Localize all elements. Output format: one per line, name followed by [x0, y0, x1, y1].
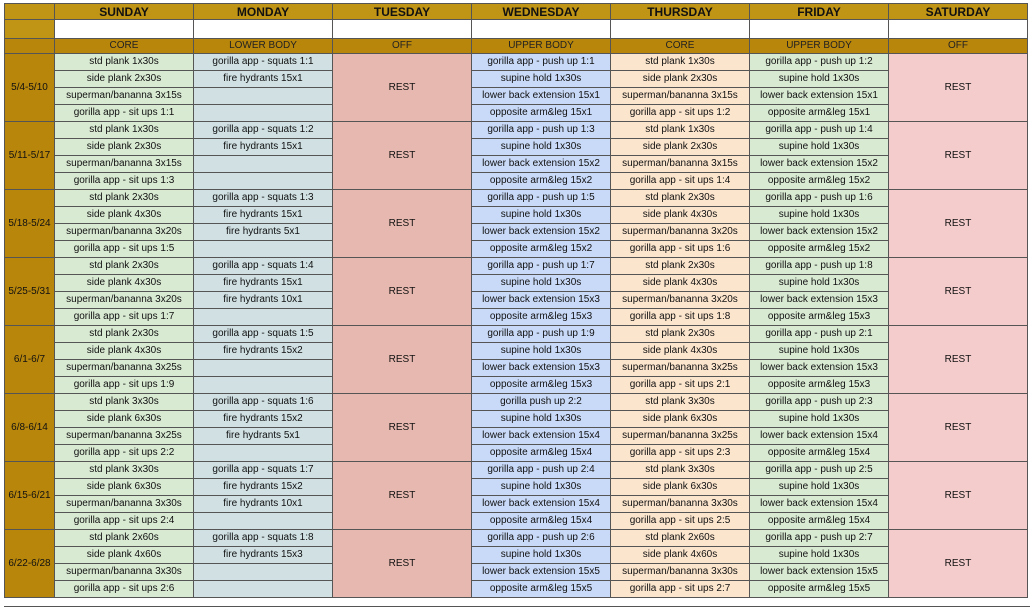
week-label[interactable]: 6/8-6/14: [5, 394, 55, 462]
focus-saturday[interactable]: OFF: [889, 39, 1028, 54]
exercise-row: [5, 462, 1028, 479]
day-header-sunday[interactable]: SUNDAY: [55, 4, 194, 20]
thursday-cell[interactable]: side plank 6x30s: [611, 411, 750, 428]
focus-corner-cell[interactable]: [5, 39, 55, 54]
exercise-row: [5, 411, 1028, 428]
exercise-row: [5, 173, 1028, 190]
thursday-cell[interactable]: gorilla app - sit ups 1:4: [611, 173, 750, 190]
monday-cell[interactable]: gorilla app - squats 1:1: [194, 54, 333, 71]
tuesday-rest-cell[interactable]: REST: [333, 122, 472, 190]
friday-cell[interactable]: gorilla app - push up 2:5: [750, 462, 889, 479]
wednesday-cell[interactable]: lower back extension 15x3: [472, 360, 611, 377]
sunday-cell[interactable]: std plank 1x30s: [55, 122, 194, 139]
wednesday-cell[interactable]: supine hold 1x30s: [472, 411, 611, 428]
tuesday-rest-cell[interactable]: REST: [333, 190, 472, 258]
monday-cell[interactable]: fire hydrants 15x2: [194, 411, 333, 428]
week-label[interactable]: 5/4-5/10: [5, 54, 55, 122]
friday-cell[interactable]: opposite arm&leg 15x2: [750, 173, 889, 190]
thursday-cell[interactable]: gorilla app - sit ups 2:1: [611, 377, 750, 394]
friday-cell[interactable]: opposite arm&leg 15x3: [750, 377, 889, 394]
sunday-cell[interactable]: side plank 2x30s: [55, 139, 194, 156]
sunday-cell[interactable]: superman/bananna 3x20s: [55, 292, 194, 309]
thursday-cell[interactable]: superman/bananna 3x20s: [611, 224, 750, 241]
thursday-cell[interactable]: gorilla app - sit ups 2:7: [611, 581, 750, 598]
exercise-row: [5, 241, 1028, 258]
thursday-cell[interactable]: superman/bananna 3x15s: [611, 156, 750, 173]
exercise-row: [5, 496, 1028, 513]
monday-cell[interactable]: [194, 156, 333, 173]
exercise-row: [5, 105, 1028, 122]
focus-tuesday[interactable]: OFF: [333, 39, 472, 54]
wednesday-cell[interactable]: gorilla app - push up 1:9: [472, 326, 611, 343]
blank-cell[interactable]: [55, 20, 194, 39]
blank-cell[interactable]: [750, 20, 889, 39]
wednesday-cell[interactable]: supine hold 1x30s: [472, 275, 611, 292]
monday-cell[interactable]: [194, 88, 333, 105]
monday-cell[interactable]: [194, 581, 333, 598]
thursday-cell[interactable]: gorilla app - sit ups 2:5: [611, 513, 750, 530]
wednesday-cell[interactable]: supine hold 1x30s: [472, 71, 611, 88]
workout-schedule-table: [4, 3, 1028, 598]
monday-cell[interactable]: fire hydrants 15x1: [194, 275, 333, 292]
sunday-cell[interactable]: superman/bananna 3x30s: [55, 496, 194, 513]
sunday-cell[interactable]: gorilla app - sit ups 2:4: [55, 513, 194, 530]
thursday-cell[interactable]: std plank 3x30s: [611, 462, 750, 479]
sunday-cell[interactable]: superman/bananna 3x30s: [55, 564, 194, 581]
friday-cell[interactable]: supine hold 1x30s: [750, 71, 889, 88]
wednesday-cell[interactable]: gorilla app - push up 2:6: [472, 530, 611, 547]
monday-cell[interactable]: gorilla app - squats 1:6: [194, 394, 333, 411]
wednesday-cell[interactable]: gorilla app - push up 1:5: [472, 190, 611, 207]
sunday-cell[interactable]: gorilla app - sit ups 1:5: [55, 241, 194, 258]
thursday-cell[interactable]: std plank 2x30s: [611, 326, 750, 343]
thursday-cell[interactable]: superman/bananna 3x20s: [611, 292, 750, 309]
friday-cell[interactable]: supine hold 1x30s: [750, 411, 889, 428]
sunday-cell[interactable]: side plank 6x30s: [55, 411, 194, 428]
sunday-cell[interactable]: side plank 4x30s: [55, 207, 194, 224]
day-header-tuesday[interactable]: TUESDAY: [333, 4, 472, 20]
monday-cell[interactable]: fire hydrants 15x2: [194, 479, 333, 496]
thursday-cell[interactable]: gorilla app - sit ups 1:8: [611, 309, 750, 326]
blank-cell[interactable]: [472, 20, 611, 39]
wednesday-cell[interactable]: lower back extension 15x4: [472, 428, 611, 445]
wednesday-cell[interactable]: opposite arm&leg 15x5: [472, 581, 611, 598]
thursday-cell[interactable]: side plank 4x60s: [611, 547, 750, 564]
exercise-row: [5, 581, 1028, 598]
wednesday-cell[interactable]: supine hold 1x30s: [472, 207, 611, 224]
thursday-cell[interactable]: std plank 3x30s: [611, 394, 750, 411]
wednesday-cell[interactable]: opposite arm&leg 15x4: [472, 445, 611, 462]
wednesday-cell[interactable]: opposite arm&leg 15x4: [472, 513, 611, 530]
sunday-cell[interactable]: superman/bananna 3x15s: [55, 88, 194, 105]
sunday-cell[interactable]: std plank 2x30s: [55, 258, 194, 275]
friday-cell[interactable]: lower back extension 15x1: [750, 88, 889, 105]
monday-cell[interactable]: fire hydrants 15x1: [194, 71, 333, 88]
friday-cell[interactable]: lower back extension 15x2: [750, 224, 889, 241]
sunday-cell[interactable]: superman/bananna 3x25s: [55, 360, 194, 377]
exercise-row: [5, 547, 1028, 564]
sunday-cell[interactable]: side plank 2x30s: [55, 71, 194, 88]
monday-cell[interactable]: gorilla app - squats 1:3: [194, 190, 333, 207]
exercise-row: [5, 122, 1028, 139]
friday-cell[interactable]: supine hold 1x30s: [750, 479, 889, 496]
wednesday-cell[interactable]: opposite arm&leg 15x3: [472, 309, 611, 326]
sunday-cell[interactable]: std plank 3x30s: [55, 394, 194, 411]
tuesday-rest-cell[interactable]: REST: [333, 54, 472, 122]
tuesday-rest-cell[interactable]: REST: [333, 462, 472, 530]
exercise-row: [5, 156, 1028, 173]
friday-cell[interactable]: opposite arm&leg 15x2: [750, 241, 889, 258]
thursday-cell[interactable]: side plank 4x30s: [611, 207, 750, 224]
sunday-cell[interactable]: gorilla app - sit ups 1:9: [55, 377, 194, 394]
focus-thursday[interactable]: CORE: [611, 39, 750, 54]
sunday-cell[interactable]: std plank 2x30s: [55, 326, 194, 343]
day-header-saturday[interactable]: SATURDAY: [889, 4, 1028, 20]
blank-cell[interactable]: [5, 20, 55, 39]
monday-cell[interactable]: gorilla app - squats 1:8: [194, 530, 333, 547]
thursday-cell[interactable]: side plank 2x30s: [611, 71, 750, 88]
exercise-row: [5, 360, 1028, 377]
exercise-row: [5, 207, 1028, 224]
monday-cell[interactable]: [194, 513, 333, 530]
friday-cell[interactable]: supine hold 1x30s: [750, 547, 889, 564]
exercise-row: [5, 564, 1028, 581]
thursday-cell[interactable]: gorilla app - sit ups 1:2: [611, 105, 750, 122]
monday-cell[interactable]: [194, 309, 333, 326]
wednesday-cell[interactable]: lower back extension 15x2: [472, 156, 611, 173]
week-label[interactable]: 5/11-5/17: [5, 122, 55, 190]
monday-cell[interactable]: gorilla app - squats 1:5: [194, 326, 333, 343]
thursday-cell[interactable]: side plank 6x30s: [611, 479, 750, 496]
monday-cell[interactable]: [194, 360, 333, 377]
sunday-cell[interactable]: std plank 3x30s: [55, 462, 194, 479]
friday-cell[interactable]: lower back extension 15x4: [750, 428, 889, 445]
saturday-rest-cell[interactable]: REST: [889, 326, 1028, 394]
thursday-cell[interactable]: std plank 2x60s: [611, 530, 750, 547]
exercise-row: [5, 224, 1028, 241]
monday-cell[interactable]: [194, 173, 333, 190]
wednesday-cell[interactable]: lower back extension 15x4: [472, 496, 611, 513]
exercise-row: [5, 190, 1028, 207]
week-label[interactable]: 5/18-5/24: [5, 190, 55, 258]
day-header-monday[interactable]: MONDAY: [194, 4, 333, 20]
saturday-rest-cell[interactable]: REST: [889, 462, 1028, 530]
sunday-cell[interactable]: superman/bananna 3x20s: [55, 224, 194, 241]
thursday-cell[interactable]: superman/bananna 3x30s: [611, 564, 750, 581]
friday-cell[interactable]: lower back extension 15x2: [750, 156, 889, 173]
exercise-row: [5, 530, 1028, 547]
saturday-rest-cell[interactable]: REST: [889, 122, 1028, 190]
thursday-cell[interactable]: std plank 2x30s: [611, 258, 750, 275]
sunday-cell[interactable]: gorilla app - sit ups 2:2: [55, 445, 194, 462]
friday-cell[interactable]: opposite arm&leg 15x4: [750, 513, 889, 530]
day-header-wednesday[interactable]: WEDNESDAY: [472, 4, 611, 20]
friday-cell[interactable]: opposite arm&leg 15x3: [750, 309, 889, 326]
focus-sunday[interactable]: CORE: [55, 39, 194, 54]
friday-cell[interactable]: gorilla app - push up 1:2: [750, 54, 889, 71]
friday-cell[interactable]: opposite arm&leg 15x5: [750, 581, 889, 598]
wednesday-cell[interactable]: lower back extension 15x3: [472, 292, 611, 309]
focus-friday[interactable]: UPPER BODY: [750, 39, 889, 54]
thursday-cell[interactable]: std plank 2x30s: [611, 190, 750, 207]
day-header-row: [5, 4, 1028, 20]
friday-cell[interactable]: supine hold 1x30s: [750, 139, 889, 156]
friday-cell[interactable]: gorilla app - push up 1:6: [750, 190, 889, 207]
focus-wednesday[interactable]: UPPER BODY: [472, 39, 611, 54]
monday-cell[interactable]: fire hydrants 10x1: [194, 292, 333, 309]
exercise-row: [5, 88, 1028, 105]
exercise-row: [5, 292, 1028, 309]
sunday-cell[interactable]: gorilla app - sit ups 1:7: [55, 309, 194, 326]
thursday-cell[interactable]: superman/bananna 3x30s: [611, 496, 750, 513]
focus-row: [5, 39, 1028, 54]
sunday-cell[interactable]: std plank 2x60s: [55, 530, 194, 547]
corner-cell[interactable]: [5, 4, 55, 20]
saturday-rest-cell[interactable]: REST: [889, 394, 1028, 462]
sunday-cell[interactable]: side plank 6x30s: [55, 479, 194, 496]
thursday-cell[interactable]: std plank 1x30s: [611, 122, 750, 139]
thursday-cell[interactable]: gorilla app - sit ups 1:6: [611, 241, 750, 258]
wednesday-cell[interactable]: supine hold 1x30s: [472, 139, 611, 156]
friday-cell[interactable]: opposite arm&leg 15x4: [750, 445, 889, 462]
blank-cell[interactable]: [194, 20, 333, 39]
friday-cell[interactable]: opposite arm&leg 15x1: [750, 105, 889, 122]
wednesday-cell[interactable]: lower back extension 15x1: [472, 88, 611, 105]
monday-cell[interactable]: fire hydrants 15x3: [194, 547, 333, 564]
friday-cell[interactable]: gorilla app - push up 2:3: [750, 394, 889, 411]
exercise-row: [5, 343, 1028, 360]
sunday-cell[interactable]: gorilla app - sit ups 1:1: [55, 105, 194, 122]
monday-cell[interactable]: gorilla app - squats 1:2: [194, 122, 333, 139]
monday-cell[interactable]: [194, 445, 333, 462]
wednesday-cell[interactable]: opposite arm&leg 15x1: [472, 105, 611, 122]
exercise-row: [5, 394, 1028, 411]
wednesday-cell[interactable]: gorilla app - push up 1:3: [472, 122, 611, 139]
monday-cell[interactable]: gorilla app - squats 1:4: [194, 258, 333, 275]
sunday-cell[interactable]: side plank 4x60s: [55, 547, 194, 564]
monday-cell[interactable]: gorilla app - squats 1:7: [194, 462, 333, 479]
thursday-cell[interactable]: superman/bananna 3x15s: [611, 88, 750, 105]
exercise-row: [5, 513, 1028, 530]
friday-cell[interactable]: lower back extension 15x4: [750, 496, 889, 513]
thursday-cell[interactable]: side plank 2x30s: [611, 139, 750, 156]
thursday-cell[interactable]: side plank 4x30s: [611, 275, 750, 292]
wednesday-cell[interactable]: gorilla push up 2:2: [472, 394, 611, 411]
wednesday-cell[interactable]: opposite arm&leg 15x3: [472, 377, 611, 394]
exercise-row: [5, 326, 1028, 343]
sunday-cell[interactable]: std plank 1x30s: [55, 54, 194, 71]
friday-cell[interactable]: lower back extension 15x5: [750, 564, 889, 581]
tuesday-rest-cell[interactable]: REST: [333, 326, 472, 394]
wednesday-cell[interactable]: supine hold 1x30s: [472, 343, 611, 360]
exercise-row: [5, 309, 1028, 326]
friday-cell[interactable]: lower back extension 15x3: [750, 360, 889, 377]
monday-cell[interactable]: fire hydrants 10x1: [194, 496, 333, 513]
exercise-row: [5, 275, 1028, 292]
friday-cell[interactable]: lower back extension 15x3: [750, 292, 889, 309]
exercise-row: [5, 258, 1028, 275]
tuesday-rest-cell[interactable]: REST: [333, 394, 472, 462]
week-label[interactable]: 5/25-5/31: [5, 258, 55, 326]
saturday-rest-cell[interactable]: REST: [889, 530, 1028, 598]
exercise-row: [5, 139, 1028, 156]
wednesday-cell[interactable]: gorilla app - push up 2:4: [472, 462, 611, 479]
tuesday-rest-cell[interactable]: REST: [333, 530, 472, 598]
sunday-cell[interactable]: std plank 2x30s: [55, 190, 194, 207]
monday-cell[interactable]: fire hydrants 5x1: [194, 428, 333, 445]
thursday-cell[interactable]: superman/bananna 3x25s: [611, 428, 750, 445]
sunday-cell[interactable]: side plank 4x30s: [55, 275, 194, 292]
friday-cell[interactable]: supine hold 1x30s: [750, 343, 889, 360]
exercise-row: [5, 377, 1028, 394]
monday-cell[interactable]: [194, 105, 333, 122]
wednesday-cell[interactable]: supine hold 1x30s: [472, 547, 611, 564]
day-header-thursday[interactable]: THURSDAY: [611, 4, 750, 20]
wednesday-cell[interactable]: opposite arm&leg 15x2: [472, 173, 611, 190]
exercise-row: [5, 428, 1028, 445]
saturday-rest-cell[interactable]: REST: [889, 190, 1028, 258]
friday-cell[interactable]: gorilla app - push up 2:1: [750, 326, 889, 343]
thursday-cell[interactable]: side plank 4x30s: [611, 343, 750, 360]
monday-cell[interactable]: [194, 241, 333, 258]
sunday-cell[interactable]: side plank 4x30s: [55, 343, 194, 360]
blank-row: [5, 20, 1028, 39]
thursday-cell[interactable]: std plank 1x30s: [611, 54, 750, 71]
friday-cell[interactable]: supine hold 1x30s: [750, 207, 889, 224]
wednesday-cell[interactable]: opposite arm&leg 15x2: [472, 241, 611, 258]
friday-cell[interactable]: supine hold 1x30s: [750, 275, 889, 292]
thursday-cell[interactable]: gorilla app - sit ups 2:3: [611, 445, 750, 462]
week-label[interactable]: 6/1-6/7: [5, 326, 55, 394]
saturday-rest-cell[interactable]: REST: [889, 258, 1028, 326]
wednesday-cell[interactable]: supine hold 1x30s: [472, 479, 611, 496]
sunday-cell[interactable]: superman/bananna 3x15s: [55, 156, 194, 173]
exercise-row: [5, 54, 1028, 71]
exercise-row: [5, 479, 1028, 496]
monday-cell[interactable]: fire hydrants 15x2: [194, 343, 333, 360]
monday-cell[interactable]: [194, 564, 333, 581]
sunday-cell[interactable]: gorilla app - sit ups 1:3: [55, 173, 194, 190]
monday-cell[interactable]: fire hydrants 15x1: [194, 139, 333, 156]
day-header-friday[interactable]: FRIDAY: [750, 4, 889, 20]
wednesday-cell[interactable]: gorilla app - push up 1:7: [472, 258, 611, 275]
exercise-row: [5, 445, 1028, 462]
sunday-cell[interactable]: superman/bananna 3x25s: [55, 428, 194, 445]
week-label[interactable]: 6/15-6/21: [5, 462, 55, 530]
monday-cell[interactable]: fire hydrants 15x1: [194, 207, 333, 224]
sheet-bottom-border: [4, 606, 1030, 607]
monday-cell[interactable]: [194, 377, 333, 394]
friday-cell[interactable]: gorilla app - push up 1:4: [750, 122, 889, 139]
monday-cell[interactable]: fire hydrants 5x1: [194, 224, 333, 241]
blank-cell[interactable]: [889, 20, 1028, 39]
blank-cell[interactable]: [611, 20, 750, 39]
exercise-row: [5, 71, 1028, 88]
friday-cell[interactable]: gorilla app - push up 1:8: [750, 258, 889, 275]
tuesday-rest-cell[interactable]: REST: [333, 258, 472, 326]
wednesday-cell[interactable]: lower back extension 15x5: [472, 564, 611, 581]
week-label[interactable]: 6/22-6/28: [5, 530, 55, 598]
saturday-rest-cell[interactable]: REST: [889, 54, 1028, 122]
sunday-cell[interactable]: gorilla app - sit ups 2:6: [55, 581, 194, 598]
wednesday-cell[interactable]: lower back extension 15x2: [472, 224, 611, 241]
wednesday-cell[interactable]: gorilla app - push up 1:1: [472, 54, 611, 71]
friday-cell[interactable]: gorilla app - push up 2:7: [750, 530, 889, 547]
blank-cell[interactable]: [333, 20, 472, 39]
focus-monday[interactable]: LOWER BODY: [194, 39, 333, 54]
thursday-cell[interactable]: superman/bananna 3x25s: [611, 360, 750, 377]
